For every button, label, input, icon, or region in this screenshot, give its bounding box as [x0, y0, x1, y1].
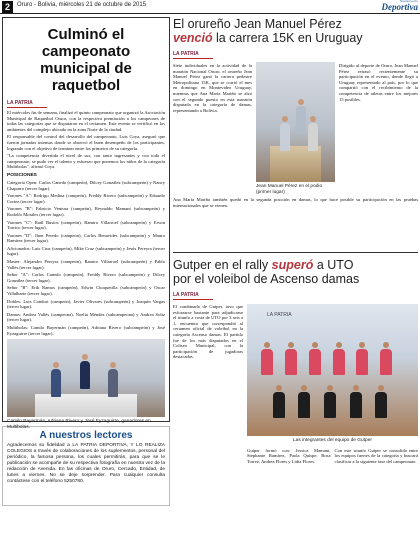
volleyball-title-pre: Gutper en el rally: [173, 258, 269, 272]
runner-figure: [308, 123, 318, 151]
volleyball-photo-col: [247, 302, 418, 464]
volleyball-col: Gutper formó con: Jessica Mamani, Stephanie Ramírez, Paola Quispe, Rosa Torrez, Andrea Flores y Lidia Flores.: [247, 447, 331, 464]
podium-shape: [35, 394, 136, 417]
running-title-accent: venció: [173, 31, 213, 45]
positions-item: Damas: Andrea Vallés (campeona), Noelia Méndez (subcampeona) y Andrea Soliz (tercer lugar).: [7, 311, 165, 323]
running-columns: [173, 61, 418, 195]
volleyball-title-accent: superó: [271, 258, 314, 272]
player-figure: [380, 349, 392, 375]
runner-figure: [280, 123, 290, 151]
positions-item: Varones "B": Fabricio Ventura (campeón), Reynaldo Mamani (subcampeón) y Rodolfo Morales (tercer lugar).: [7, 206, 165, 217]
runner-figure: [296, 106, 306, 134]
dateline: Oruro - Bolivia, miércoles 21 de octubre de 2015: [17, 2, 147, 8]
positions-item: Dobles: Luis Condori (campeón), Javier Olivares (subcampeón) y Joaquín Vargas (tercer lugar).: [7, 298, 165, 310]
masthead-sup: Suplemento: [399, 0, 418, 3]
team-photo: [247, 304, 418, 436]
positions-item: Varones "C": Raúl Bustos (campeón), Ramiro Villarroel (subcampeón) y Erwin Torrico (tercer lugar).: [7, 219, 165, 231]
photo-caption: Camilo Bayermán, Adriana Rivero y José Eyzaguirre, ganadores en Multibolas.: [7, 419, 151, 430]
page-number: 2: [2, 1, 13, 13]
running-photo-col: [256, 61, 335, 195]
volleyball-col: El combinado de Gutper, tuvo que esforzarse bastante para adjudicarse el triunfo a costa de UTO por 3 sets a 1, encuentro que correspondió al certamen oficial de voleibol en la categoría Ascenso damas. El partido fue de los más disputados en el Coliseo Municipal, con la participación de jugadoras destacadas.: [173, 304, 243, 360]
volleyball-title-post: a UTO: [316, 258, 354, 272]
article-paragraph: El miércoles fin de semana, finalizó el quinto campeonato que organizó la Asociación Municipal de Raquetbol Oruro, con la respectiva premiación a los campeones de todas las categorías que se disputaron en el certamen. Este evento se vertificó en los ambientes del complejo ubicado en la zona Norte de la ciudad.: [7, 110, 165, 132]
player-figure: [356, 349, 368, 375]
positions-heading: POSICIONES: [7, 172, 37, 178]
article-paragraph: El responsable del control del desarrollo del campeonato, Luis Coya, aseguró que fueron jornadas intensas donde se observó el buen desempeño de los participantes, logrando con el objetivo de terminar entre los primeros de su categoría.: [7, 134, 165, 151]
volleyball-title-line2: por el voleibol de Ascenso damas: [173, 272, 360, 286]
positions-item: Varones "A": Rodrigo Medina (campeón), Freddy Rivero (subcampeón) y Eduardo Cortez (tercer lugar).: [7, 193, 165, 204]
article-paragraph: "La competencia divertida el nivel de sus, con tanto ingresantes y con todo el campeonato; se pudo ver el talento y esfuerzo que ponemos los niños de la categoría Multibolas", afirmó Coya.: [7, 153, 165, 170]
volleyball-subcolumns: [247, 446, 418, 465]
positions-item: Categoría Open: Carlos Canedo (campeón), Dilcey González (subcampeón) y Nancy Chaparro (tercer lugar).: [7, 179, 165, 191]
running-title-line1: El orureño Jean Manuel Pérez: [173, 17, 342, 31]
notice-text: Agradecemos su fidelidad a LA PATRIA DEPORTIVA, Y LO REALIZA COLEGIOS a través de colaboraciones de los suplementos, personal del periódico, la famosa persona, los cuales permitirán, para que se le publicación se acompañe de su respectiva fotografía en nuestra vez de la redacción de Avenida. En las oficinas de Oruro, Cercado, Entidad, de lunes a viernes. No se deje sorprender. Para cualquier consulta contáctese con el teléfono 5250780.: [7, 443, 165, 484]
winners-photo: [7, 339, 165, 417]
left-column: [2, 17, 170, 544]
photo-caption: Las integrantes del equipo de Gutper: [293, 438, 372, 443]
page-header: [0, 0, 420, 14]
running-title-line2: la carrera 15K en Uruguay: [215, 31, 363, 45]
positions-item: Señor "B": Erik Ramos (campeón), Edwin Choquetilla (subcampeón) y Oscar Villalbarte (tercer lugar).: [7, 285, 165, 297]
running-kicker: LA PATRIA: [173, 51, 213, 59]
volleyball-article: [173, 252, 418, 544]
notice-title: A nuestros lectores: [39, 430, 133, 441]
podium-shape: [270, 146, 321, 182]
running-article: [173, 17, 418, 249]
raquetbol-article: [2, 17, 170, 430]
running-col: Siete individuales en la actividad de la maratón Nacional Oruro, el orureño Jean Manuel Pérez ganó la carrera pedestre Metropolitana 15K, que se corrió el mes en domingo en Montevideo Uruguay, mientras que Ana María Mariño se alzó con el segundo puesto en esta maratón disputada en la categoría de damas, representando a Bolivia.: [173, 63, 252, 113]
photo-caption: Jean Manuel Pérez en el podio (primer lugar): [256, 184, 323, 195]
positions-item: Varones "D": Jhon Peredo (campeón), Carlos Benavides (subcampeón) y Mauro Ramírez (tercer lugar).: [7, 232, 165, 244]
player-figure: [285, 349, 297, 375]
runner-podium-photo: [256, 62, 335, 182]
player-figure: [375, 392, 387, 418]
masthead-main: Deportiva: [381, 2, 418, 12]
player-figure: [350, 392, 362, 418]
article-title: Culminó el campeonato municipal de raquetbol: [40, 26, 132, 94]
volleyball-title: [173, 258, 418, 286]
readers-notice: [2, 426, 170, 506]
photo-banner: LA PATRIA: [267, 312, 292, 318]
article-kicker: LA PATRIA: [7, 100, 47, 108]
athlete-figure: [80, 361, 90, 389]
positions-item: Master: Alejandro Pereyra (campeón), Ramiro Villarroel (subcampeón) y Pablo Vallés (tercer lugar).: [7, 259, 165, 270]
masthead-logo: [352, 0, 418, 13]
running-col: Dirigido al deporte de Oruro, Jean Manuel Pérez retrasó recientemente su participación en el evento, donde llegó a Uruguay representado al país, por lo que compartió con el recibimiento de la competencia de atletas entre los mejores 15 posibles.: [339, 63, 418, 102]
player-figure: [333, 349, 345, 375]
volleyball-kicker: LA PATRIA: [173, 292, 213, 300]
positions-item: Aficionados: Luis Cruz (campeón), Mike Cruz (subcampeón) y Jesús Pereyra (tercer lugar).: [7, 245, 165, 257]
player-figure: [298, 392, 310, 418]
positions-item: Multibolas: Camilo Bayermán (campeón), Adriana Rivero (subcampeón) y José Eyzaguirre (tercer lugar).: [7, 325, 165, 336]
player-figure: [324, 392, 336, 418]
running-col-extra: Ana María Mariño también quedó en la segunda posición en damas, lo que hace posible su participación en las pruebas internacionales que se vienen.: [173, 197, 418, 208]
running-title: [173, 17, 418, 45]
volleyball-col: Con este triunfo Gutper se consolida entre los equipos fuertes de la categoría y buscará clasificar a la siguiente fase del campeonato.: [334, 447, 418, 464]
player-figure: [309, 349, 321, 375]
player-figure: [261, 349, 273, 375]
athlete-figure: [51, 369, 61, 397]
player-figure: [273, 392, 285, 418]
athlete-figure: [108, 369, 118, 397]
positions-item: Señor "A": Carlos Canedo (campeón), Freddy Rivero (subcampeón) y Dilcey González (tercer lugar).: [7, 272, 165, 283]
volleyball-columns: [173, 302, 418, 464]
